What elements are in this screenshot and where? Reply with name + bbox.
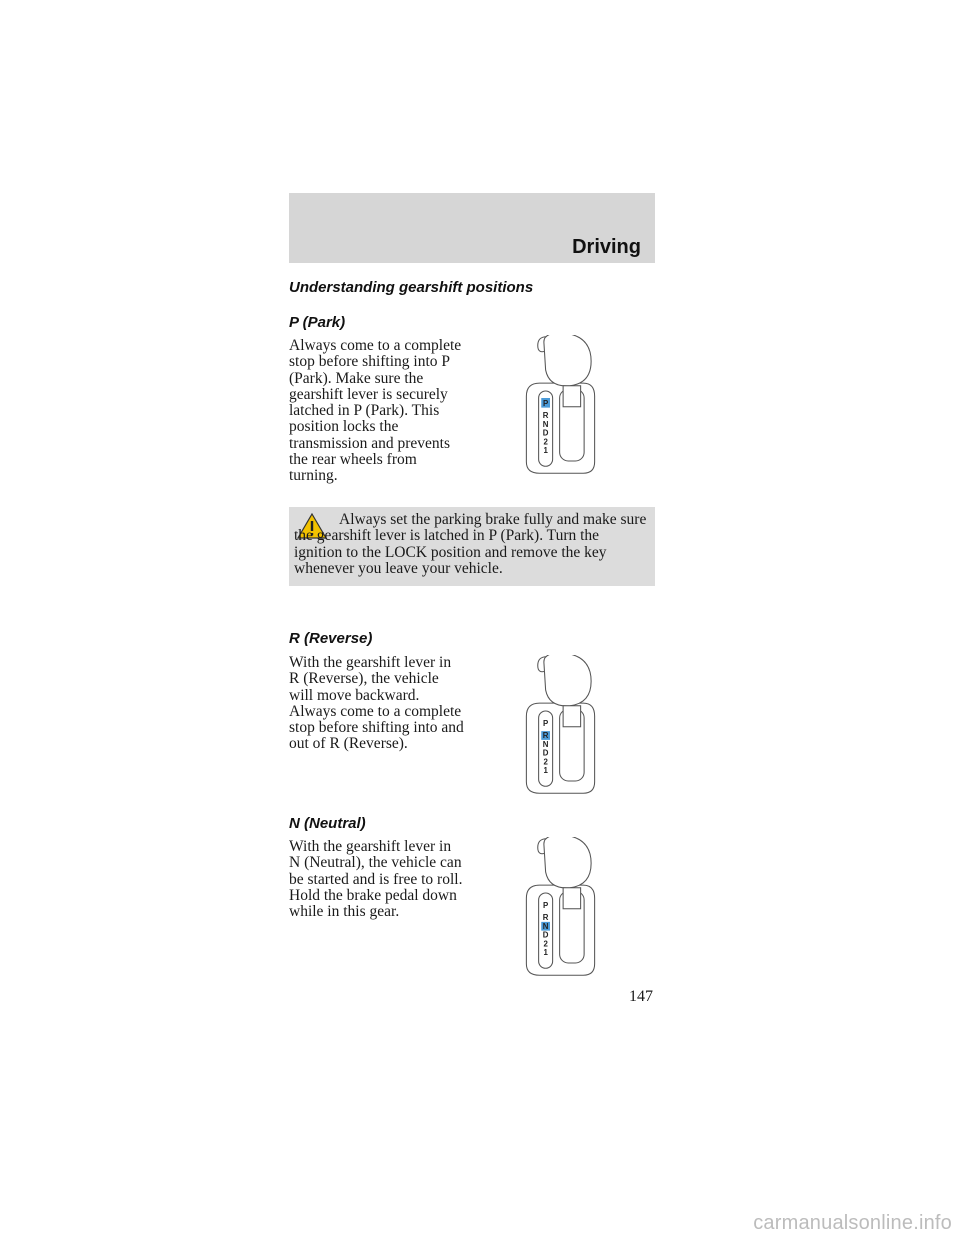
- park-heading: P (Park): [289, 314, 346, 331]
- gear-letter-p: P: [543, 900, 549, 910]
- gear-letter-d: D: [542, 748, 549, 758]
- gear-letter-2: 2: [543, 437, 548, 447]
- gear-letter-n: N: [542, 739, 549, 749]
- gear-letter-r: R: [542, 411, 549, 421]
- gear-letter-r: R: [542, 731, 549, 741]
- gearshift-illustration-park: [512, 335, 602, 475]
- gear-letter-d: D: [542, 428, 549, 438]
- gear-letter-2: 2: [543, 939, 548, 949]
- section-title: Understanding gearshift positions: [289, 279, 534, 296]
- warning-text: Always set the parking brake fully and make sure the gearshift lever is latched in P (Park). Turn the ignition to the LOCK position and remove the key whenever you leave your vehicle.: [294, 511, 647, 577]
- neutral-heading: N (Neutral): [289, 815, 366, 832]
- park-body: Always come to a complete stop before shifting into P (Park). Make sure the gearshift lever is securely latched in P (Park). This position locks the transmission and prevents the rear wheels from turning.: [289, 337, 462, 485]
- gear-letter-p: P: [543, 398, 549, 408]
- gearshift-illustration-neutral: [512, 837, 602, 977]
- gear-letter-n: N: [542, 921, 549, 931]
- reverse-body: With the gearshift lever in R (Reverse), the vehicle will move backward. Always come to a complete stop before shifting into and out of R (Reverse).: [289, 654, 464, 753]
- page-number: 147: [629, 988, 653, 1005]
- footer-watermark: carmanualsonline.info: [753, 1212, 952, 1234]
- neutral-body: With the gearshift lever in N (Neutral), the vehicle can be started and is free to roll. Hold the brake pedal down while in this gear.: [289, 838, 463, 921]
- gear-letter-1: 1: [543, 446, 548, 456]
- gear-letter-1: 1: [543, 948, 548, 958]
- gear-letter-1: 1: [543, 766, 548, 776]
- gear-letter-n: N: [542, 419, 549, 429]
- reverse-heading: R (Reverse): [289, 630, 373, 647]
- gear-letter-d: D: [542, 930, 549, 940]
- warning-box: [289, 507, 655, 586]
- header-band: [289, 193, 655, 263]
- gear-letter-p: P: [543, 718, 549, 728]
- gear-letter-2: 2: [543, 757, 548, 767]
- gearshift-illustration-reverse: [512, 655, 602, 795]
- gear-letter-r: R: [542, 913, 549, 923]
- section-header-title: Driving: [572, 236, 641, 258]
